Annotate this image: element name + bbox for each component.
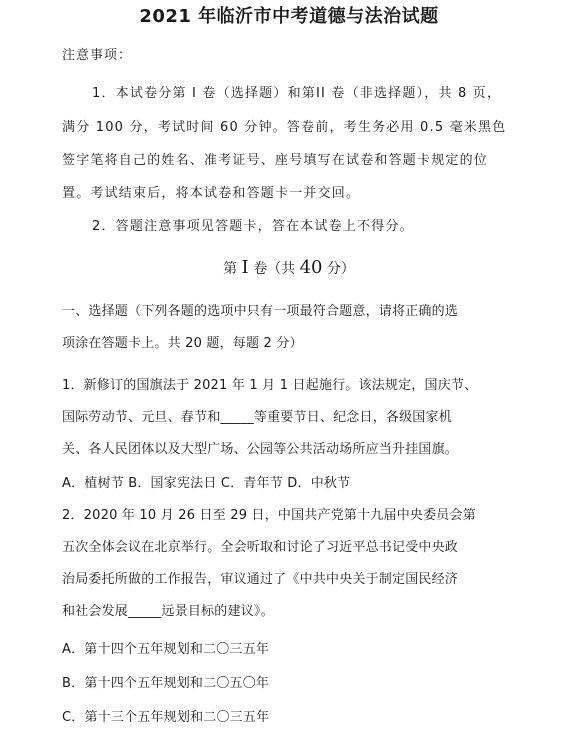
question-stem-line: 关、各人民团体以及大型广场、公园等公共活动场所应当升挂国旗。 [62,442,459,457]
answer-option-c: C．第十三个五年规划和二〇三五年 [62,710,270,725]
answer-option-a: A．第十四个五年规划和二〇三五年 [62,642,270,657]
notice-line: 1．本试卷分第 I 卷（选择题）和第II 卷（非选择题），共 8 页， [92,86,502,101]
section-title [0,258,578,279]
instruction-line: 项涂在答题卡上。共 20 题，每题 2 分） [62,336,303,351]
question-stem-line: 国际劳动节、元旦、春节和_____等重要节日、纪念日，各级国家机 [62,410,452,425]
section-prefix: 第 [223,261,242,277]
question-stem-line: 五次全体会议在北京举行。全会听取和讨论了习近平总书记受中央政 [62,540,459,555]
section-roman: I [241,257,249,278]
notice-line: 置。考试结束后，将本试卷和答题卡一并交回。 [62,186,361,201]
notice-heading: 注意事项： [62,48,133,63]
notice-line: 2．答题注意事项见答题卡，答在本试卷上不得分。 [92,219,414,234]
instruction-line: 一、选择题（下列各题的选项中只有一项最符合题意，请将正确的选 [62,304,459,319]
question-stem-line: 治局委托所做的工作报告，审议通过了《中共中央关于制定国民经济 [62,572,459,587]
answer-option-b: B．第十四个五年规划和二〇五〇年 [62,676,270,691]
question-stem-line: 1．新修订的国旗法于 2021 年 1 月 1 日起施行。该法规定，国庆节、 [62,378,478,393]
section-points: 40 [299,257,323,278]
section-suffix: 分） [322,261,355,277]
exam-title: 2021 年临沂市中考道德与法治试题 [139,6,439,27]
question-options-line: A．植树节 B．国家宪法日 C．青年节 D．中秋节 [62,476,351,491]
section-middle: 卷（共 [248,261,300,277]
question-stem-line: 2．2020 年 10 月 26 日至 29 日，中国共产党第十九届中央委员会第 [62,508,476,523]
notice-line: 签字笔将自己的姓名、准考证号、座号填写在试卷和答题卡规定的位 [62,153,489,168]
notice-line: 满分 100 分，考试时间 60 分钟。答卷前，考生务必用 0.5 毫米黑色 [62,120,507,135]
question-stem-line: 和社会发展_____远景目标的建议》。 [62,604,274,619]
